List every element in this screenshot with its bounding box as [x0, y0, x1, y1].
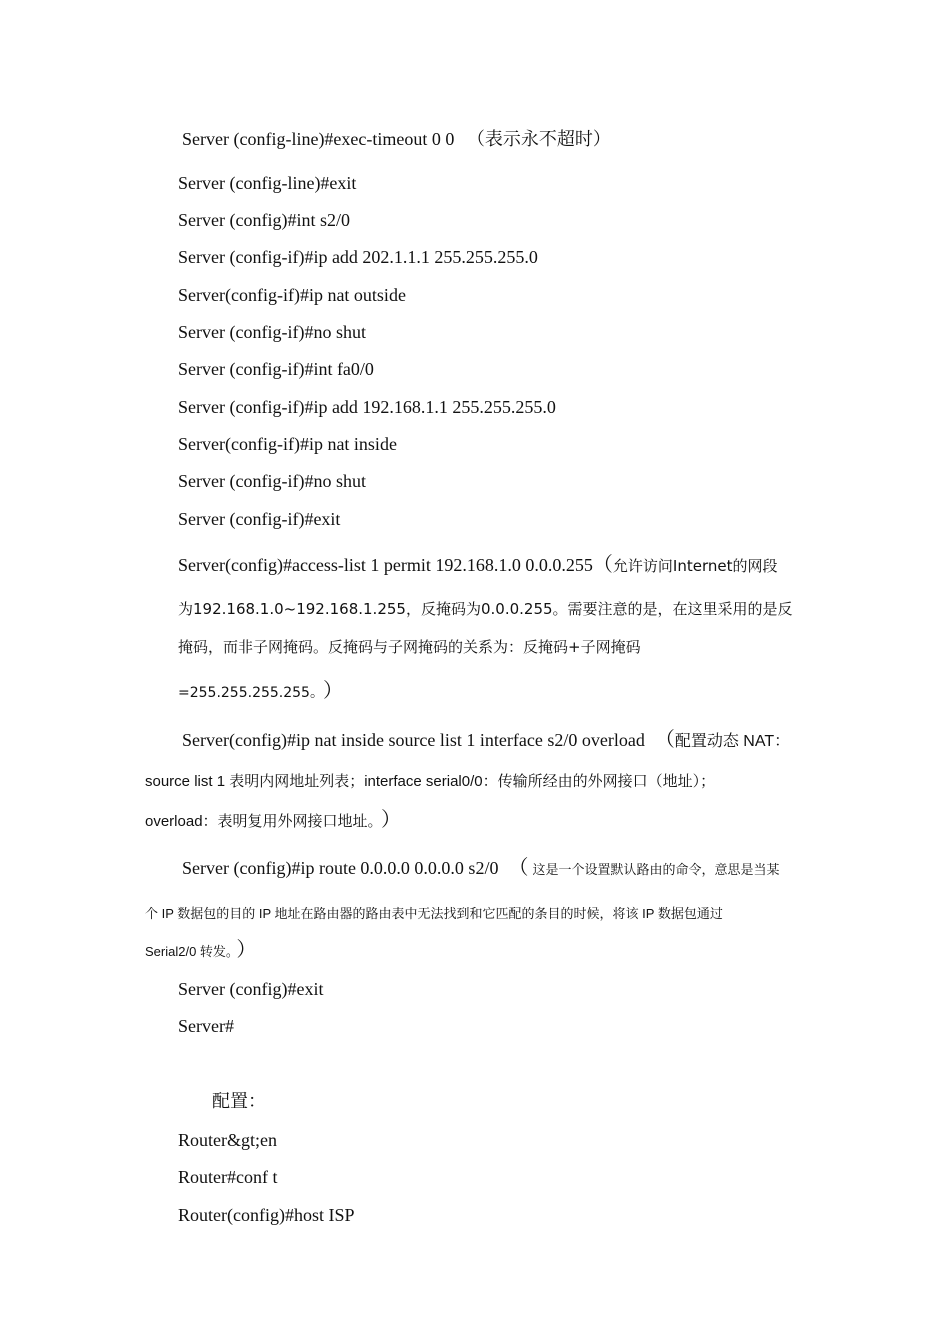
annotation-text: overload：表明复用外网接口地址。 [145, 813, 376, 830]
text-line: Server(config-if)#ip nat inside [178, 434, 397, 454]
text-line: Server (config-if)#exit [178, 509, 341, 529]
text-line [182, 728, 790, 753]
open-paren: （ [508, 855, 529, 879]
close-paren: ） [322, 678, 343, 702]
open-paren: （ [592, 552, 613, 576]
text-line: Server (config)#int s2/0 [178, 210, 350, 230]
command-text: Server (config)#ip route 0.0.0.0 0.0.0.0 s2/0 [182, 858, 499, 878]
close-paren: ） [236, 937, 257, 961]
text-line [182, 856, 779, 882]
text-line: Server (config-if)#ip add 202.1.1.1 255.255.255.0 [178, 247, 538, 267]
text-line: Router&gt;en [178, 1130, 277, 1150]
annotation-line [178, 679, 343, 704]
text-line: Server (config-if)#no shut [178, 322, 366, 342]
close-paren: ） [381, 807, 402, 831]
text-line: Server# [178, 1016, 234, 1036]
text-line: Server (config-if)#no shut [178, 471, 366, 491]
text-line [182, 128, 611, 151]
text-line: Server (config-line)#exit [178, 173, 357, 193]
open-paren: （ [654, 727, 675, 751]
command-text: Server (config-line)#exec-timeout 0 0 [182, 129, 455, 149]
annotation-line [145, 808, 401, 833]
annotation-text: Serial2/0 转发。 [145, 944, 233, 959]
annotation-text: （表示永不超时） [466, 129, 611, 150]
text-line [178, 553, 777, 577]
annotation-line: 为192.168.1.0~192.168.1.255，反掩码为0.0.0.255。需要注意的是，在这里采用的是反 [178, 600, 793, 618]
text-line: Server (config-if)#ip add 192.168.1.1 255.255.255.0 [178, 397, 556, 417]
command-text: Server(config)#ip nat inside source list 1 interface s2/0 overload [182, 730, 645, 750]
annotation-line: 个 IP 数据包的目的 IP 地址在路由器的路由表中无法找到和它匹配的条目的时候，将该 IP 数据包通过 [145, 906, 723, 921]
annotation-text: 允许访问Internet的网段 [612, 557, 778, 575]
annotation-text: 这是一个设置默认路由的命令，意思是当某 [532, 863, 780, 878]
annotation-line [145, 938, 256, 963]
text-line: Server (config-if)#int fa0/0 [178, 359, 374, 379]
section-heading: 配置： [212, 1091, 266, 1112]
text-line: Server (config)#exit [178, 979, 324, 999]
text-line: Router#conf t [178, 1167, 278, 1187]
annotation-line: 掩码，而非子网掩码。反掩码与子网掩码的关系为：反掩码+子网掩码 [178, 638, 641, 656]
annotation-text: 配置动态 NAT： [674, 733, 791, 750]
text-line: Router(config)#host ISP [178, 1205, 355, 1225]
annotation-text: =255.255.255.255。 [178, 685, 317, 701]
text-line: Server(config-if)#ip nat outside [178, 285, 406, 305]
annotation-line: source list 1 表明内网地址列表；interface serial0/0：传输所经由的外网接口（地址）； [145, 773, 716, 790]
command-text: Server(config)#access-list 1 permit 192.168.1.0 0.0.0.255 [178, 555, 593, 575]
